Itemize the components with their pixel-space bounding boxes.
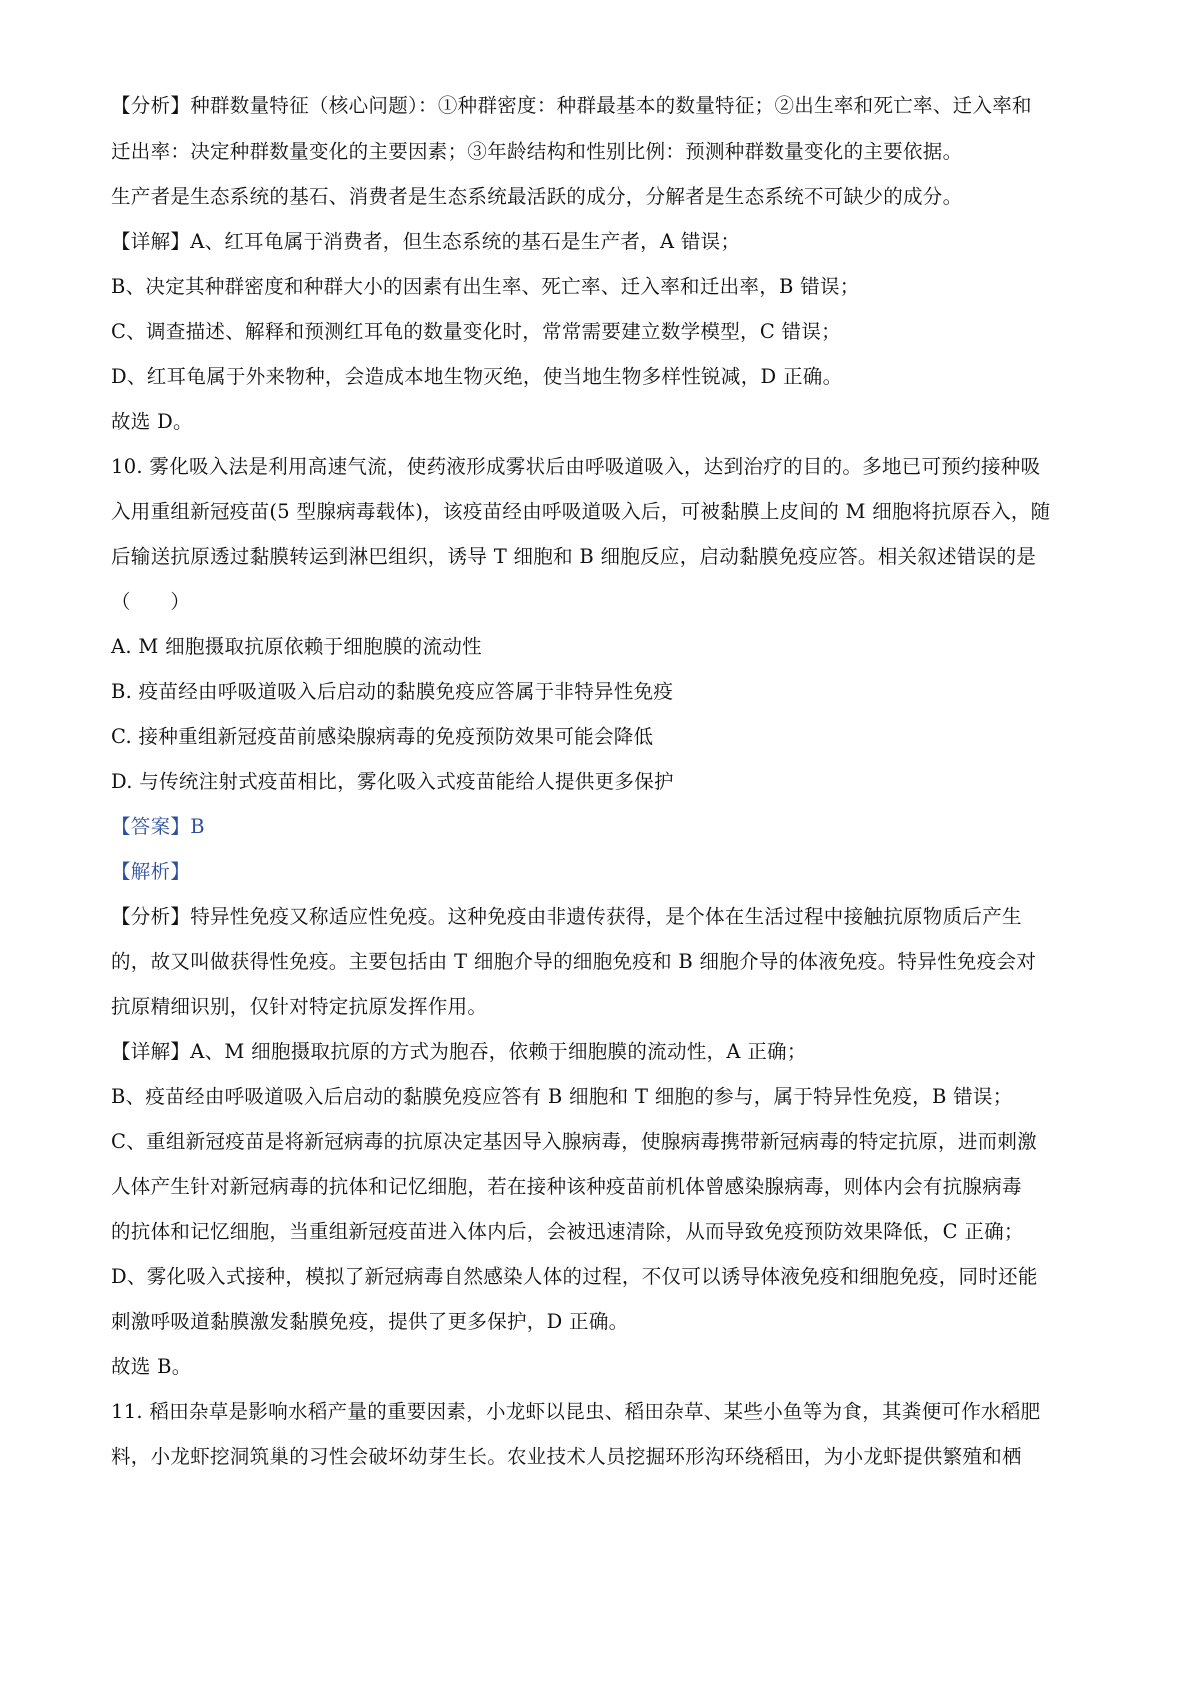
answer-label: 【答案】B	[111, 815, 205, 838]
conclusion-line: 故选 D。	[111, 410, 193, 433]
question-10-stem-line: 入用重组新冠疫苗(5 型腺病毒载体)，该疫苗经由呼吸道吸入后，可被黏膜上皮间的 M 细胞将抗原吞入，随	[111, 500, 1051, 523]
detail-paragraph-line: C、调查描述、解释和预测红耳龟的数量变化时，常常需要建立数学模型，C 错误；	[111, 320, 841, 343]
analysis-paragraph-line: 【分析】特异性免疫又称适应性免疫。这种免疫由非遗传获得，是个体在生活过程中接触抗原物质后产生	[111, 905, 1022, 928]
question-10-blank: （ ）	[111, 590, 191, 613]
question-10-stem-line: 10. 雾化吸入法是利用高速气流，使药液形成雾状后由呼吸道吸入，达到治疗的目的。多地已可预约接种吸	[111, 455, 1041, 478]
detail-paragraph-line: 人体产生针对新冠病毒的抗体和记忆细胞，若在接种该种疫苗前机体曾感染腺病毒，则体内会有抗腺病毒	[111, 1175, 1022, 1198]
analysis-paragraph-line: 【分析】种群数量特征（核心问题）：①种群密度：种群最基本的数量特征；②出生率和死亡率、迁入率和	[111, 94, 1032, 117]
analysis-paragraph-line: 抗原精细识别，仅针对特定抗原发挥作用。	[111, 995, 488, 1018]
question-10-stem-line: 后输送抗原透过黏膜转运到淋巴组织，诱导 T 细胞和 B 细胞反应，启动黏膜免疫应答。相关叙述错误的是	[111, 545, 1037, 568]
option-d: D. 与传统注射式疫苗相比，雾化吸入式疫苗能给人提供更多保护	[111, 770, 674, 793]
detail-paragraph-line: B、疫苗经由呼吸道吸入后启动的黏膜免疫应答有 B 细胞和 T 细胞的参与，属于特异性免疫，B 错误；	[111, 1085, 1013, 1108]
analysis-paragraph-line: 迁出率：决定种群数量变化的主要因素；③年龄结构和性别比例：预测种群数量变化的主要依据。	[111, 140, 963, 163]
detail-paragraph-line: D、雾化吸入式接种，模拟了新冠病毒自然感染人体的过程，不仅可以诱导体液免疫和细胞免疫，同时还能	[111, 1265, 1038, 1288]
analysis-paragraph-line: 的，故又叫做获得性免疫。主要包括由 T 细胞介导的细胞免疫和 B 细胞介导的体液免疫。特异性免疫会对	[111, 950, 1037, 973]
option-c: C. 接种重组新冠疫苗前感染腺病毒的免疫预防效果可能会降低	[111, 725, 654, 748]
question-11-stem-line: 料，小龙虾挖洞筑巢的习性会破坏幼芽生长。农业技术人员挖掘环形沟环绕稻田，为小龙虾提供繁殖和栖	[111, 1445, 1022, 1468]
detail-paragraph-line: 【详解】A、M 细胞摄取抗原的方式为胞吞，依赖于细胞膜的流动性，A 正确；	[111, 1040, 807, 1063]
option-b: B. 疫苗经由呼吸道吸入后启动的黏膜免疫应答属于非特异性免疫	[111, 680, 674, 703]
detail-paragraph-line: C、重组新冠疫苗是将新冠病毒的抗原决定基因导入腺病毒，使腺病毒携带新冠病毒的特定抗原，进而刺激	[111, 1130, 1038, 1153]
detail-paragraph-line: B、决定其种群密度和种群大小的因素有出生率、死亡率、迁入率和迁出率，B 错误；	[111, 275, 860, 298]
explanation-label: 【解析】	[111, 860, 191, 883]
analysis-paragraph-line: 生产者是生态系统的基石、消费者是生态系统最活跃的成分，分解者是生态系统不可缺少的成分。	[111, 185, 963, 208]
detail-paragraph-line: 【详解】A、红耳龟属于消费者，但生态系统的基石是生产者，A 错误；	[111, 230, 741, 253]
option-a: A. M 细胞摄取抗原依赖于细胞膜的流动性	[111, 635, 482, 658]
question-11-stem-line: 11. 稻田杂草是影响水稻产量的重要因素，小龙虾以昆虫、稻田杂草、某些小鱼等为食，其粪便可作水稻肥	[111, 1400, 1041, 1423]
detail-paragraph-line: 的抗体和记忆细胞，当重组新冠疫苗进入体内后，会被迅速清除，从而导致免疫预防效果降低，C 正确；	[111, 1220, 1024, 1243]
detail-paragraph-line: 刺激呼吸道黏膜激发黏膜免疫，提供了更多保护，D 正确。	[111, 1310, 629, 1333]
detail-paragraph-line: D、红耳龟属于外来物种，会造成本地生物灭绝，使当地生物多样性锐减，D 正确。	[111, 365, 843, 388]
conclusion-line: 故选 B。	[111, 1355, 192, 1378]
